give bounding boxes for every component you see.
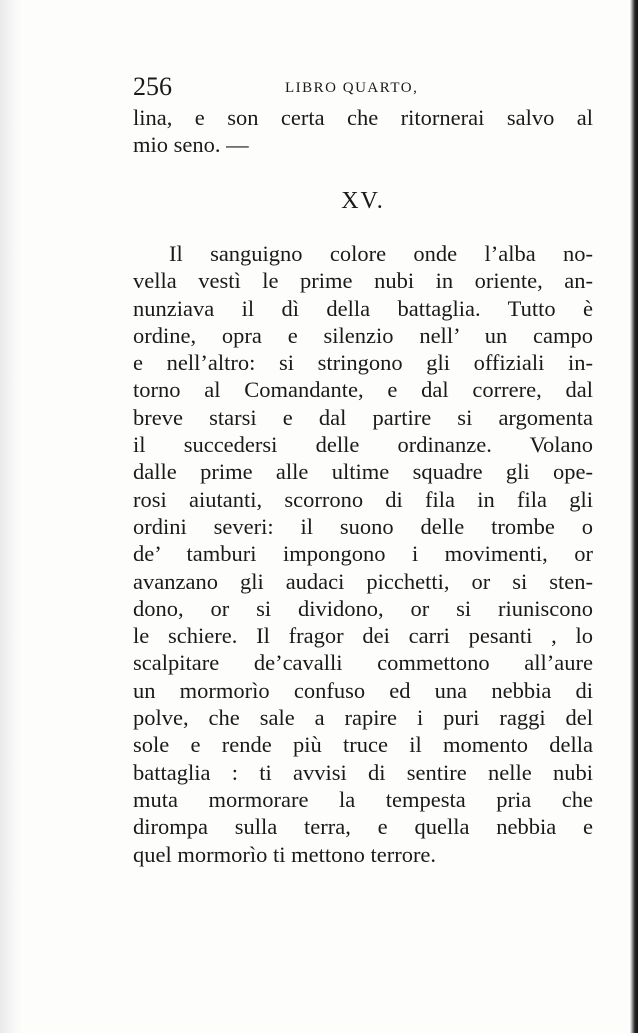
running-title: LIBRO QUARTO, <box>285 80 419 96</box>
text-line: ordine, opra e silenzio nell’ un campo <box>133 322 593 348</box>
section-heading: XV. <box>341 188 385 214</box>
text-line: torno al Comandante, e dal correre, dal <box>133 377 593 403</box>
text-line: battaglia : ti avvisi di sentire nelle nubi <box>133 759 593 785</box>
text-line: e nell’altro: si stringono gli offiziali in- <box>133 350 593 376</box>
text-line: dirompa sulla terra, e quella nebbia e <box>133 814 593 840</box>
continued-paragraph <box>133 104 593 159</box>
text-line: vella vestì le prime nubi in oriente, an- <box>133 268 593 294</box>
text-line: sole e rende più truce il momento della <box>133 732 593 758</box>
text-line: de’ tamburi impongono i movimenti, or <box>133 541 593 567</box>
text-line: rosi aiutanti, scorrono di fila in fila gli <box>133 486 593 512</box>
text-line: ordini severi: il suono delle trombe o <box>133 513 593 539</box>
text-line: breve starsi e dal partire si argomenta <box>133 404 593 430</box>
text-line: lina, e son certa che ritornerai salvo al <box>133 105 593 130</box>
page-header <box>133 70 593 104</box>
text-line: dalle prime alle ultime squadre gli ope- <box>133 459 593 485</box>
text-line: il succedersi delle ordinanze. Volano <box>133 432 593 458</box>
text-line: quel mormorìo ti mettono terrore. <box>133 841 437 867</box>
text-line: scalpitare de’cavalli commettono all’aure <box>133 650 593 676</box>
text-line: le schiere. Il fragor dei carri pesanti , lo <box>133 623 593 649</box>
text-line: nunziava il dì della battaglia. Tutto è <box>133 295 593 321</box>
text-line: muta mormorare la tempesta pria che <box>133 786 593 812</box>
text-line: dono, or si dividono, or si riuniscono <box>133 595 593 621</box>
page-number: 256 <box>133 72 172 101</box>
section-paragraph <box>133 240 593 868</box>
text-line: avanzano gli audaci picchetti, or si sten- <box>133 568 593 594</box>
text-line: mio seno. — <box>133 132 249 158</box>
text-line: Il sanguigno colore onde l’alba no- <box>169 241 593 266</box>
page-right-edge-shadow <box>630 0 638 1033</box>
text-line: un mormorìo confuso ed una nebbia di <box>133 677 593 703</box>
page-left-edge <box>0 0 22 1033</box>
text-line: polve, che sale a rapire i puri raggi del <box>133 705 593 731</box>
